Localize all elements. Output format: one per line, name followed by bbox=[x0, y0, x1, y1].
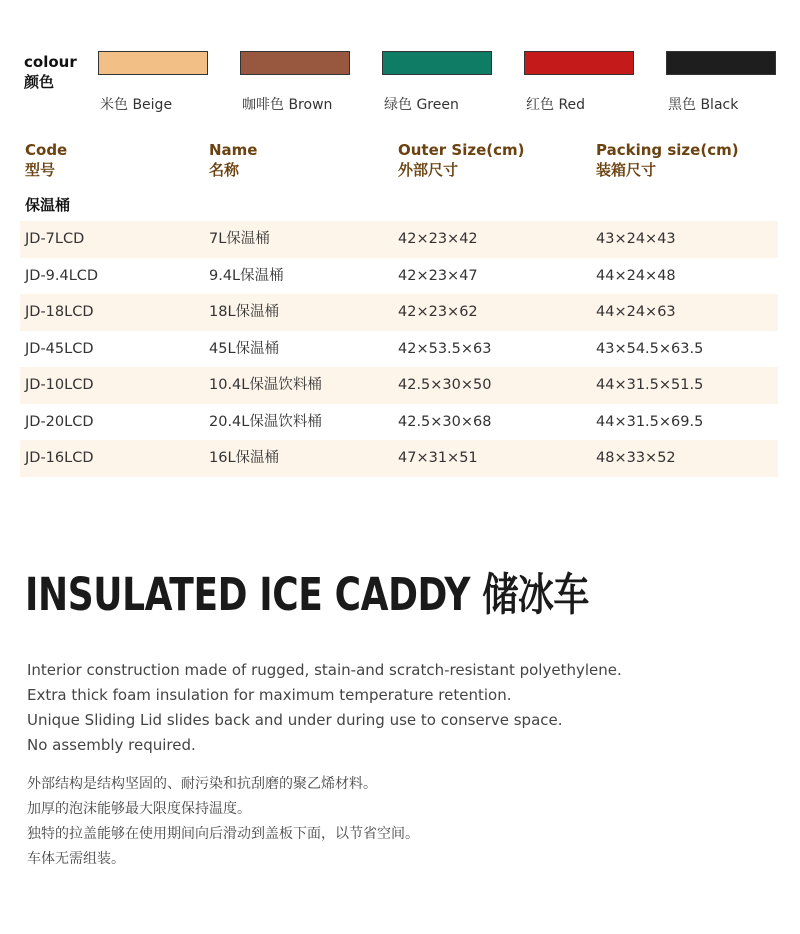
header-name bbox=[209, 140, 257, 180]
swatch-label-red: 红色 Red bbox=[526, 97, 586, 113]
description-en-line: No assembly required. bbox=[27, 736, 196, 754]
table-section-title: 保温桶 bbox=[25, 196, 71, 214]
cell-code: JD-20LCD bbox=[25, 413, 94, 430]
swatch-green bbox=[382, 51, 492, 75]
table-row bbox=[20, 440, 778, 477]
swatch-label-beige: 米色 Beige bbox=[100, 97, 173, 113]
table-row bbox=[20, 404, 778, 441]
header-packing-size bbox=[596, 140, 739, 180]
table-row bbox=[20, 258, 778, 295]
cell-name: 18L保温桶 bbox=[209, 304, 280, 320]
cell-packing-size: 44×31.5×51.5 bbox=[596, 377, 704, 393]
header-outer-size-en: Outer Size(cm) bbox=[398, 141, 525, 159]
header-code-en: Code bbox=[25, 141, 68, 159]
swatch-black bbox=[666, 51, 776, 75]
cell-code: JD-9.4LCD bbox=[25, 267, 99, 284]
swatch-brown bbox=[240, 51, 350, 75]
cell-code: JD-16LCD bbox=[25, 450, 94, 466]
colour-heading bbox=[24, 52, 77, 92]
cell-name: 10.4L保温饮料桶 bbox=[209, 377, 322, 393]
swatch-beige bbox=[98, 51, 208, 75]
colour-heading-zh: 颜色 bbox=[24, 73, 55, 91]
header-code-zh: 型号 bbox=[25, 161, 56, 179]
cell-outer-size: 42×23×62 bbox=[398, 304, 478, 320]
description-en bbox=[27, 658, 622, 758]
cell-outer-size: 47×31×51 bbox=[398, 450, 478, 466]
cell-outer-size: 42×53.5×63 bbox=[398, 340, 492, 357]
cell-name: 9.4L保温桶 bbox=[209, 267, 284, 284]
header-outer-size-zh: 外部尺寸 bbox=[398, 161, 459, 179]
description-en-line: Unique Sliding Lid slides back and under during use to conserve space. bbox=[27, 711, 563, 729]
cell-code: JD-18LCD bbox=[25, 304, 94, 320]
header-name-zh: 名称 bbox=[209, 161, 240, 179]
cell-name: 45L保温桶 bbox=[209, 340, 280, 357]
description-zh bbox=[27, 772, 419, 872]
cell-code: JD-10LCD bbox=[25, 377, 94, 393]
swatch-label-brown: 咖啡色 Brown bbox=[242, 97, 333, 113]
product-headline: INSULATED ICE CADDY 储冰车 bbox=[25, 568, 590, 621]
cell-outer-size: 42×23×42 bbox=[398, 231, 478, 247]
cell-outer-size: 42×23×47 bbox=[398, 267, 478, 284]
table-row bbox=[20, 294, 778, 331]
header-packing-size-en: Packing size(cm) bbox=[596, 141, 739, 159]
spec-table bbox=[20, 221, 778, 477]
cell-name: 7L保温桶 bbox=[209, 231, 270, 247]
header-outer-size bbox=[398, 140, 524, 180]
cell-packing-size: 43×24×43 bbox=[596, 231, 676, 247]
description-zh-line: 独特的拉盖能够在使用期间向后滑动到盖板下面，以节省空间。 bbox=[27, 826, 419, 842]
cell-packing-size: 43×54.5×63.5 bbox=[596, 340, 704, 357]
cell-name: 20.4L保温饮料桶 bbox=[209, 413, 322, 430]
cell-code: JD-7LCD bbox=[25, 231, 85, 247]
cell-code: JD-45LCD bbox=[25, 340, 94, 357]
cell-outer-size: 42.5×30×50 bbox=[398, 377, 492, 393]
cell-packing-size: 44×24×48 bbox=[596, 267, 676, 284]
cell-packing-size: 44×24×63 bbox=[596, 304, 676, 320]
description-zh-line: 加厚的泡沫能够最大限度保持温度。 bbox=[27, 801, 251, 817]
header-packing-size-zh: 装箱尺寸 bbox=[596, 161, 657, 179]
description-en-line: Extra thick foam insulation for maximum temperature retention. bbox=[27, 686, 512, 704]
swatch-label-black: 黑色 Black bbox=[668, 97, 739, 113]
table-row bbox=[20, 367, 778, 404]
header-code bbox=[25, 140, 67, 180]
cell-outer-size: 42.5×30×68 bbox=[398, 413, 492, 430]
cell-name: 16L保温桶 bbox=[209, 450, 280, 466]
table-row bbox=[20, 331, 778, 368]
header-name-en: Name bbox=[209, 141, 258, 159]
swatch-red bbox=[524, 51, 634, 75]
swatch-label-green: 绿色 Green bbox=[384, 97, 459, 113]
description-en-line: Interior construction made of rugged, stain-and scratch-resistant polyethylene. bbox=[27, 661, 622, 679]
cell-packing-size: 48×33×52 bbox=[596, 450, 676, 466]
cell-packing-size: 44×31.5×69.5 bbox=[596, 413, 704, 430]
colour-heading-en: colour bbox=[24, 53, 77, 71]
description-zh-line: 车体无需组装。 bbox=[27, 851, 125, 867]
description-zh-line: 外部结构是结构坚固的、耐污染和抗刮磨的聚乙烯材料。 bbox=[27, 776, 377, 792]
table-row bbox=[20, 221, 778, 258]
